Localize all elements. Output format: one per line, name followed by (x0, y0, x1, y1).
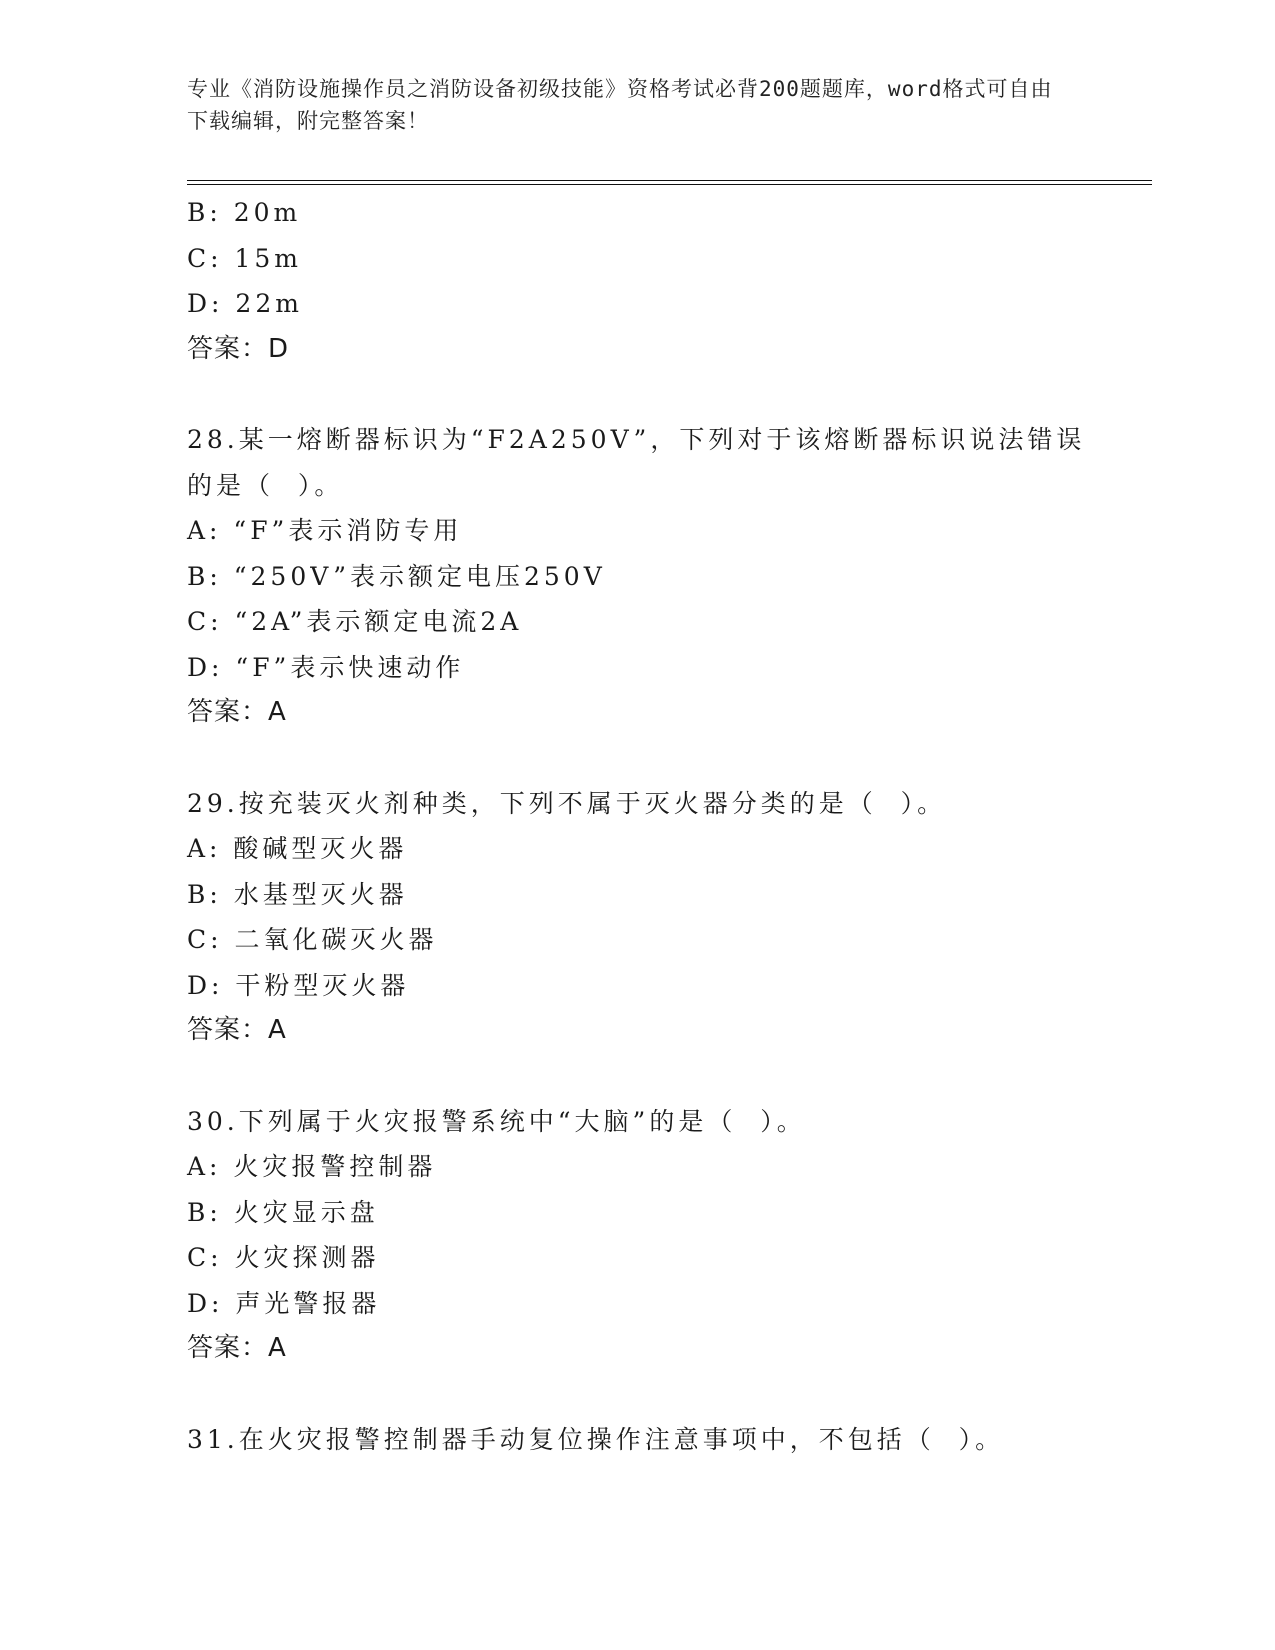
option-d: D: “F”表示快速动作 (187, 652, 465, 682)
answer: 答案：D (187, 333, 290, 364)
answer: 答案：A (187, 1333, 287, 1363)
question-31 (187, 1417, 1147, 1463)
option-a: A: 火灾报警控制器 (187, 1152, 437, 1181)
option-b: B: 水基型灭火器 (187, 879, 408, 909)
option-d: D: 干粉型灭火器 (187, 970, 410, 1000)
option-a: A: 酸碱型灭火器 (187, 834, 408, 863)
header-rule-bottom (187, 184, 1152, 185)
question-27-tail (187, 190, 1147, 372)
option-c: C: 15m (187, 243, 303, 273)
option-b: B: 20m (187, 198, 302, 227)
question-28 (187, 417, 1147, 736)
question-text: 30.下列属于火灾报警系统中“大脑”的是（ ）。 (187, 1106, 806, 1136)
question-30 (187, 1099, 1147, 1372)
question-text: 31.在火灾报警控制器手动复位操作注意事项中，不包括（ ）。 (187, 1424, 1005, 1454)
option-c: C: “2A”表示额定电流2A (187, 607, 523, 636)
header-rule-top (187, 180, 1152, 181)
question-text: 28.某一熔断器标识为“F2A250V”，下列对于该熔断器标识说法错误 (187, 425, 1086, 454)
question-29 (187, 781, 1147, 1054)
option-c: C: 火灾探测器 (187, 1243, 380, 1272)
question-text: 29.按充装灭火剂种类，下列不属于灭火器分类的是（ ）。 (187, 788, 947, 818)
option-b: B: “250V”表示额定电压250V (187, 561, 606, 591)
document-header: 专业《消防设施操作员之消防设备初级技能》资格考试必背200题题库，word格式可自由下载编辑，附完整答案！ (187, 77, 1053, 133)
question-text-cont: 的是（ ）。 (187, 470, 344, 500)
option-d: D: 声光警报器 (187, 1288, 381, 1318)
answer: 答案：A (187, 697, 287, 727)
question-content (187, 190, 1147, 1462)
option-b: B: 火灾显示盘 (187, 1197, 379, 1227)
answer: 答案：A (187, 1015, 287, 1045)
option-a: A: “F”表示消防专用 (187, 516, 463, 545)
option-c: C: 二氧化碳灭火器 (187, 925, 438, 954)
option-d: D: 22m (187, 289, 303, 318)
